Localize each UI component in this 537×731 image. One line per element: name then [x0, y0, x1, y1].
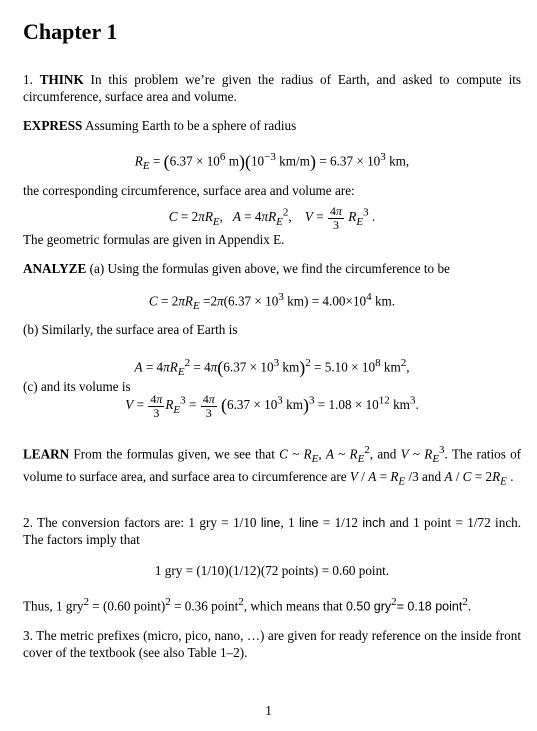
analyze-c: (c) and its volume is: [23, 379, 131, 394]
express-after-eq: the corresponding circumference, surface area and volume are:: [23, 183, 355, 198]
problem-3: 3. The metric prefixes (micro, pico, nano, …) are given for ready reference on the inside front cover of the textbook (see also Table 1–2).: [23, 628, 521, 660]
page-number: 1: [265, 703, 272, 718]
analyze-paragraph: ANALYZE (a) Using the formulas given above, we find the circumference to be: [23, 261, 450, 276]
think-label: THINK: [39, 72, 84, 87]
equation-radius: $R_E = (6.37 \times 10^6$ $m)(10^{-3}$ $km/m) = 6.37 \times 10^3$ km,: [134, 151, 410, 173]
learn-label: LEARN: [23, 446, 70, 462]
equation-gry: 1 gry = (1/10)(1/12)(72 points) = 0.60 point.: [154, 563, 390, 578]
learn-paragraph: LEARN From the formulas given, we see that C ~ $R_E$, A ~ $R_E^2$, and V ~ $R_E^3$. The ratios of volume to surface area, and surface area to circumference are $V / A = R_E$ /3 and $A / C = 2R_E$ .: [23, 444, 522, 488]
equation-formulas: $C = 2\pi R_E$, $A = 4\pi R_E^2$, V = $\frac{4\pi}{3}$ $R_E^3$ .: [168, 204, 376, 232]
equation-volume: V = $\frac{4\pi}{3}$ $R_E^3$ = $\frac{4\pi}{3}$ ($6.37 \times 10^3$ $km)^3 = 1.08 \times 10^{12}$ $km^3$.: [125, 392, 419, 420]
analyze-b: (b) Similarly, the surface area of Earth is: [23, 322, 238, 337]
express-label: EXPRESS: [23, 118, 83, 133]
problem-2: 2. The conversion factors are: 1 gry = 1/10 line, 1 line = 1/12 inch and 1 point = 1/72 inch. The factors imply that: [23, 515, 522, 547]
problem-2-thus: Thus, 1 gry$^2$ = (0.60 point)$^2$ = 0.36 point$^2$, which means that 0.50 gry$^2$= 0.18 point$^2$.: [23, 596, 472, 614]
analyze-label: ANALYZE: [23, 261, 87, 276]
equation-surface-area: $A = 4\pi R_E^2 = 4\pi(6.37 \times 10^3$ $km)^2 = 5.10 \times 10^8$ $km^2$,: [134, 357, 410, 379]
problem-1-think: 1. THINK In this problem we’re given the radius of Earth, and asked to compute its circumference, surface area and volume.: [23, 72, 522, 104]
express-paragraph: EXPRESS Assuming Earth to be a sphere of radius: [23, 118, 297, 133]
express-appendix: The geometric formulas are given in Appendix E.: [23, 232, 285, 247]
equation-circumference: $C = 2\pi R_E =2\pi(6.37 \times 10^3$ $km) = 4.00\times 10^4$ km.: [148, 291, 396, 313]
chapter-title: Chapter 1: [23, 19, 118, 44]
